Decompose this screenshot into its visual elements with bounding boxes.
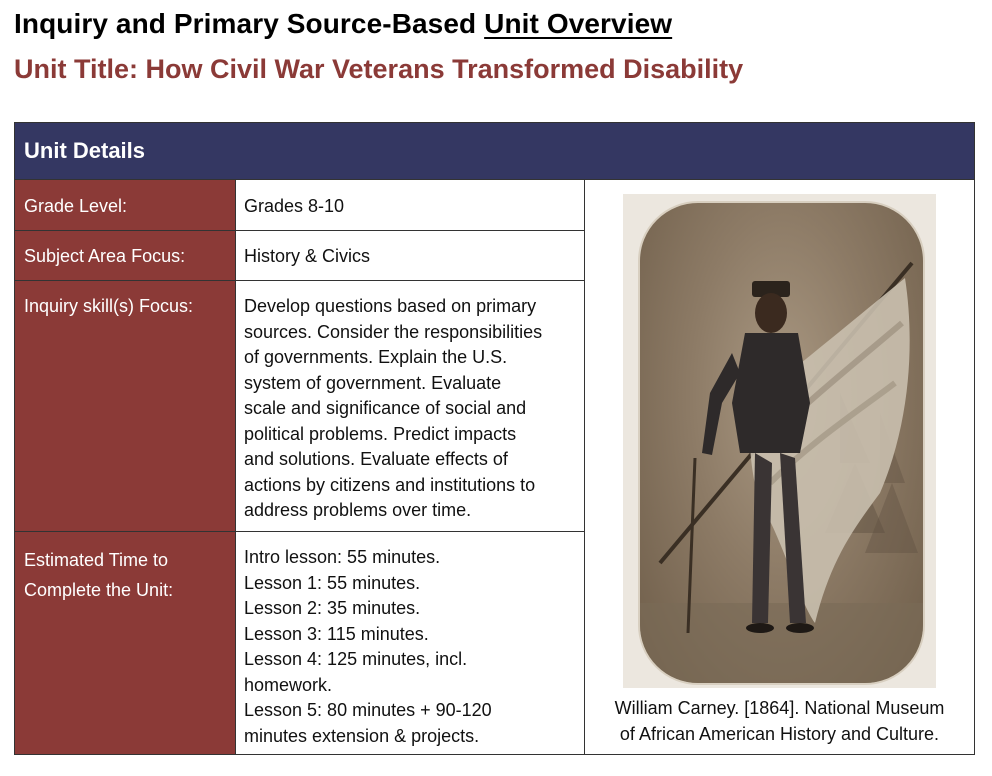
- value-line: scale and significance of social and: [244, 398, 527, 418]
- caption-line: of African American History and Culture.: [619, 724, 940, 744]
- label-line: Grade Level:: [24, 196, 128, 216]
- label-subject-area: [15, 230, 235, 280]
- title-text: Inquiry and Primary Source-Based: [14, 8, 485, 39]
- photo-caption: [585, 695, 974, 747]
- soldier-with-flag-illustration: [640, 203, 923, 683]
- value-line: and solutions. Evaluate effects of: [244, 449, 508, 469]
- label-grade-level: [15, 180, 235, 230]
- value-line: Lesson 3: 115 minutes.: [244, 623, 429, 644]
- value-line: Grades 8-10: [244, 196, 345, 216]
- value-line: homework.: [244, 674, 333, 695]
- value-line: actions by citizens and institutions to: [244, 474, 536, 495]
- value-line: political problems. Predict impacts: [244, 423, 517, 444]
- photo-mount: [623, 194, 936, 688]
- value-line: History & Civics: [244, 246, 371, 266]
- value-line: Intro lesson: 55 minutes.: [244, 547, 441, 567]
- value-subject-area: [235, 230, 585, 280]
- table-heading: Unit Details: [15, 123, 974, 180]
- image-cell: [585, 180, 974, 754]
- value-line: of governments. Explain the U.S.: [244, 347, 508, 367]
- value-grade-level: [235, 180, 585, 230]
- historical-photo: [638, 201, 925, 685]
- value-line: address problems over time.: [244, 500, 472, 520]
- value-line: Lesson 2: 35 minutes.: [244, 598, 421, 618]
- document-title: [14, 8, 672, 40]
- label-line: Estimated Time to: [24, 550, 169, 570]
- value-line: minutes extension & projects.: [244, 725, 480, 746]
- unit-title: Unit Title: How Civil War Veterans Transformed Disability: [14, 54, 744, 84]
- unit-details-table: [14, 122, 975, 755]
- value-line: system of government. Evaluate: [244, 372, 502, 393]
- value-line: Lesson 5: 80 minutes + 90-120: [244, 700, 492, 720]
- value-line: Lesson 4: 125 minutes, incl.: [244, 649, 468, 669]
- value-line: sources. Consider the responsibilities: [244, 321, 543, 342]
- label-line: Subject Area Focus:: [24, 246, 186, 266]
- label-line: Inquiry skill(s) Focus:: [24, 296, 194, 316]
- value-line: Lesson 1: 55 minutes.: [244, 572, 421, 593]
- label-line: Complete the Unit:: [24, 580, 174, 600]
- value-inquiry-skills: [235, 280, 585, 531]
- label-inquiry-skills: [15, 280, 235, 531]
- title-underlined-text: Unit Overview: [484, 8, 673, 39]
- label-estimated-time: [15, 531, 235, 755]
- caption-line: William Carney. [1864]. National Museum: [614, 698, 945, 718]
- value-estimated-time: [235, 531, 585, 755]
- value-line: Develop questions based on primary: [244, 296, 537, 316]
